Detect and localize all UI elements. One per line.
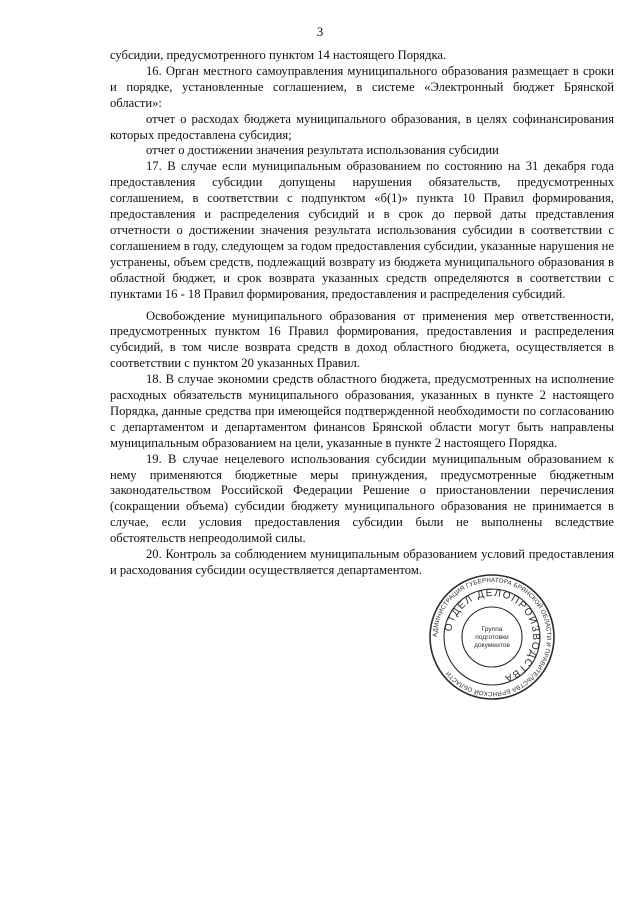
paragraph-16-item-expenses-report: отчет о расходах бюджета муниципального образования, в целях софинансирования которых предоставлена субсидия; — [110, 111, 614, 142]
stamp-middle-text: ОТДЕЛ ДЕЛОПРОИЗВОДСТВА — [443, 587, 542, 685]
stamp-outer-text: АДМИНИСТРАЦИЯ ГУБЕРНАТОРА БРЯНСКОЙ ОБЛАСТИ И ПРАВИТЕЛЬСТВА БРЯНСКОЙ ОБЛАСТИ — [431, 576, 553, 698]
paragraph-20: 20. Контроль за соблюдением муниципальным образованием условий предоставления и расходования субсидии осуществляется департаментом. — [110, 547, 614, 577]
paragraph-16-item-result-report: отчет о достижении значения результата использования субсидии — [146, 143, 499, 158]
paragraph-19: 19. В случае нецелевого использования субсидии муниципальным образованием к нему применяются бюджетные меры принуждения, предусмотренные бюджетным законодательством Российской Федерации Решение о приостановлении перечисления (сокращении объема) субсидии бюджету муниципального образования не принимается в случае, если условия предоставления субсидии были не выполнены вследствие обстоятельств непреодолимой силы. — [110, 451, 614, 546]
document-body — [110, 48, 614, 579]
page-number: 3 — [316, 24, 324, 39]
paragraph-continuation: субсидии, предусмотренного пунктом 14 настоящего Порядка. — [110, 48, 447, 62]
official-stamp — [428, 573, 556, 701]
stamp-center-line-3: документов — [474, 642, 510, 649]
paragraph-16: 16. Орган местного самоуправления муниципального образования размещает в сроки и порядке, установленные соглашением, в системе «Электронный бюджет Брянской области»: — [110, 63, 614, 110]
paragraph-17: 17. В случае если муниципальным образованием по состоянию на 31 декабря года предоставления субсидии допущены нарушения обязательств, предусмотренных соглашением, в соответствии с подпунктом «б(1)» пункта 10 Правил формирования, предоставления и распределения субсидий и в срок до первой даты представления отчетности о достижении значения результата использования субсидии в соответствии с соглашением в году, следующем за годом предоставления субсидии, указанные нарушения не устранены, объем средств, подлежащий возврату из бюджета муниципального образования в областной бюджет, и срок возврата указанных средств определяются в соответствии с пунктами 16 - 18 Правил формирования, предоставления и распределения субсидий. — [110, 159, 614, 301]
paragraph-18: 18. В случае экономии средств областного бюджета, предусмотренных на исполнение расходных обязательств муниципального образования, указанных в пункте 2 настоящего Порядка, данные средства при имеющейся подтвержденной необходимости по согласованию с департаментом и департаментом финансов Брянской области могут быть направлены муниципальным образованием на цели, указанные в пункте 2 настоящего Порядка. — [110, 372, 614, 450]
stamp-center-line-1: Группа — [481, 626, 503, 633]
paragraph-exemption: Освобождение муниципального образования от применения мер ответственности, предусмотренных пунктом 16 Правил формирования, предоставления и распределения субсидий, в том числе возврата средств в доход областного бюджета, осуществляется в соответствии с пунктом 20 указанных Правил. — [110, 308, 614, 371]
stamp-center-line-2: подготовки — [475, 634, 509, 641]
